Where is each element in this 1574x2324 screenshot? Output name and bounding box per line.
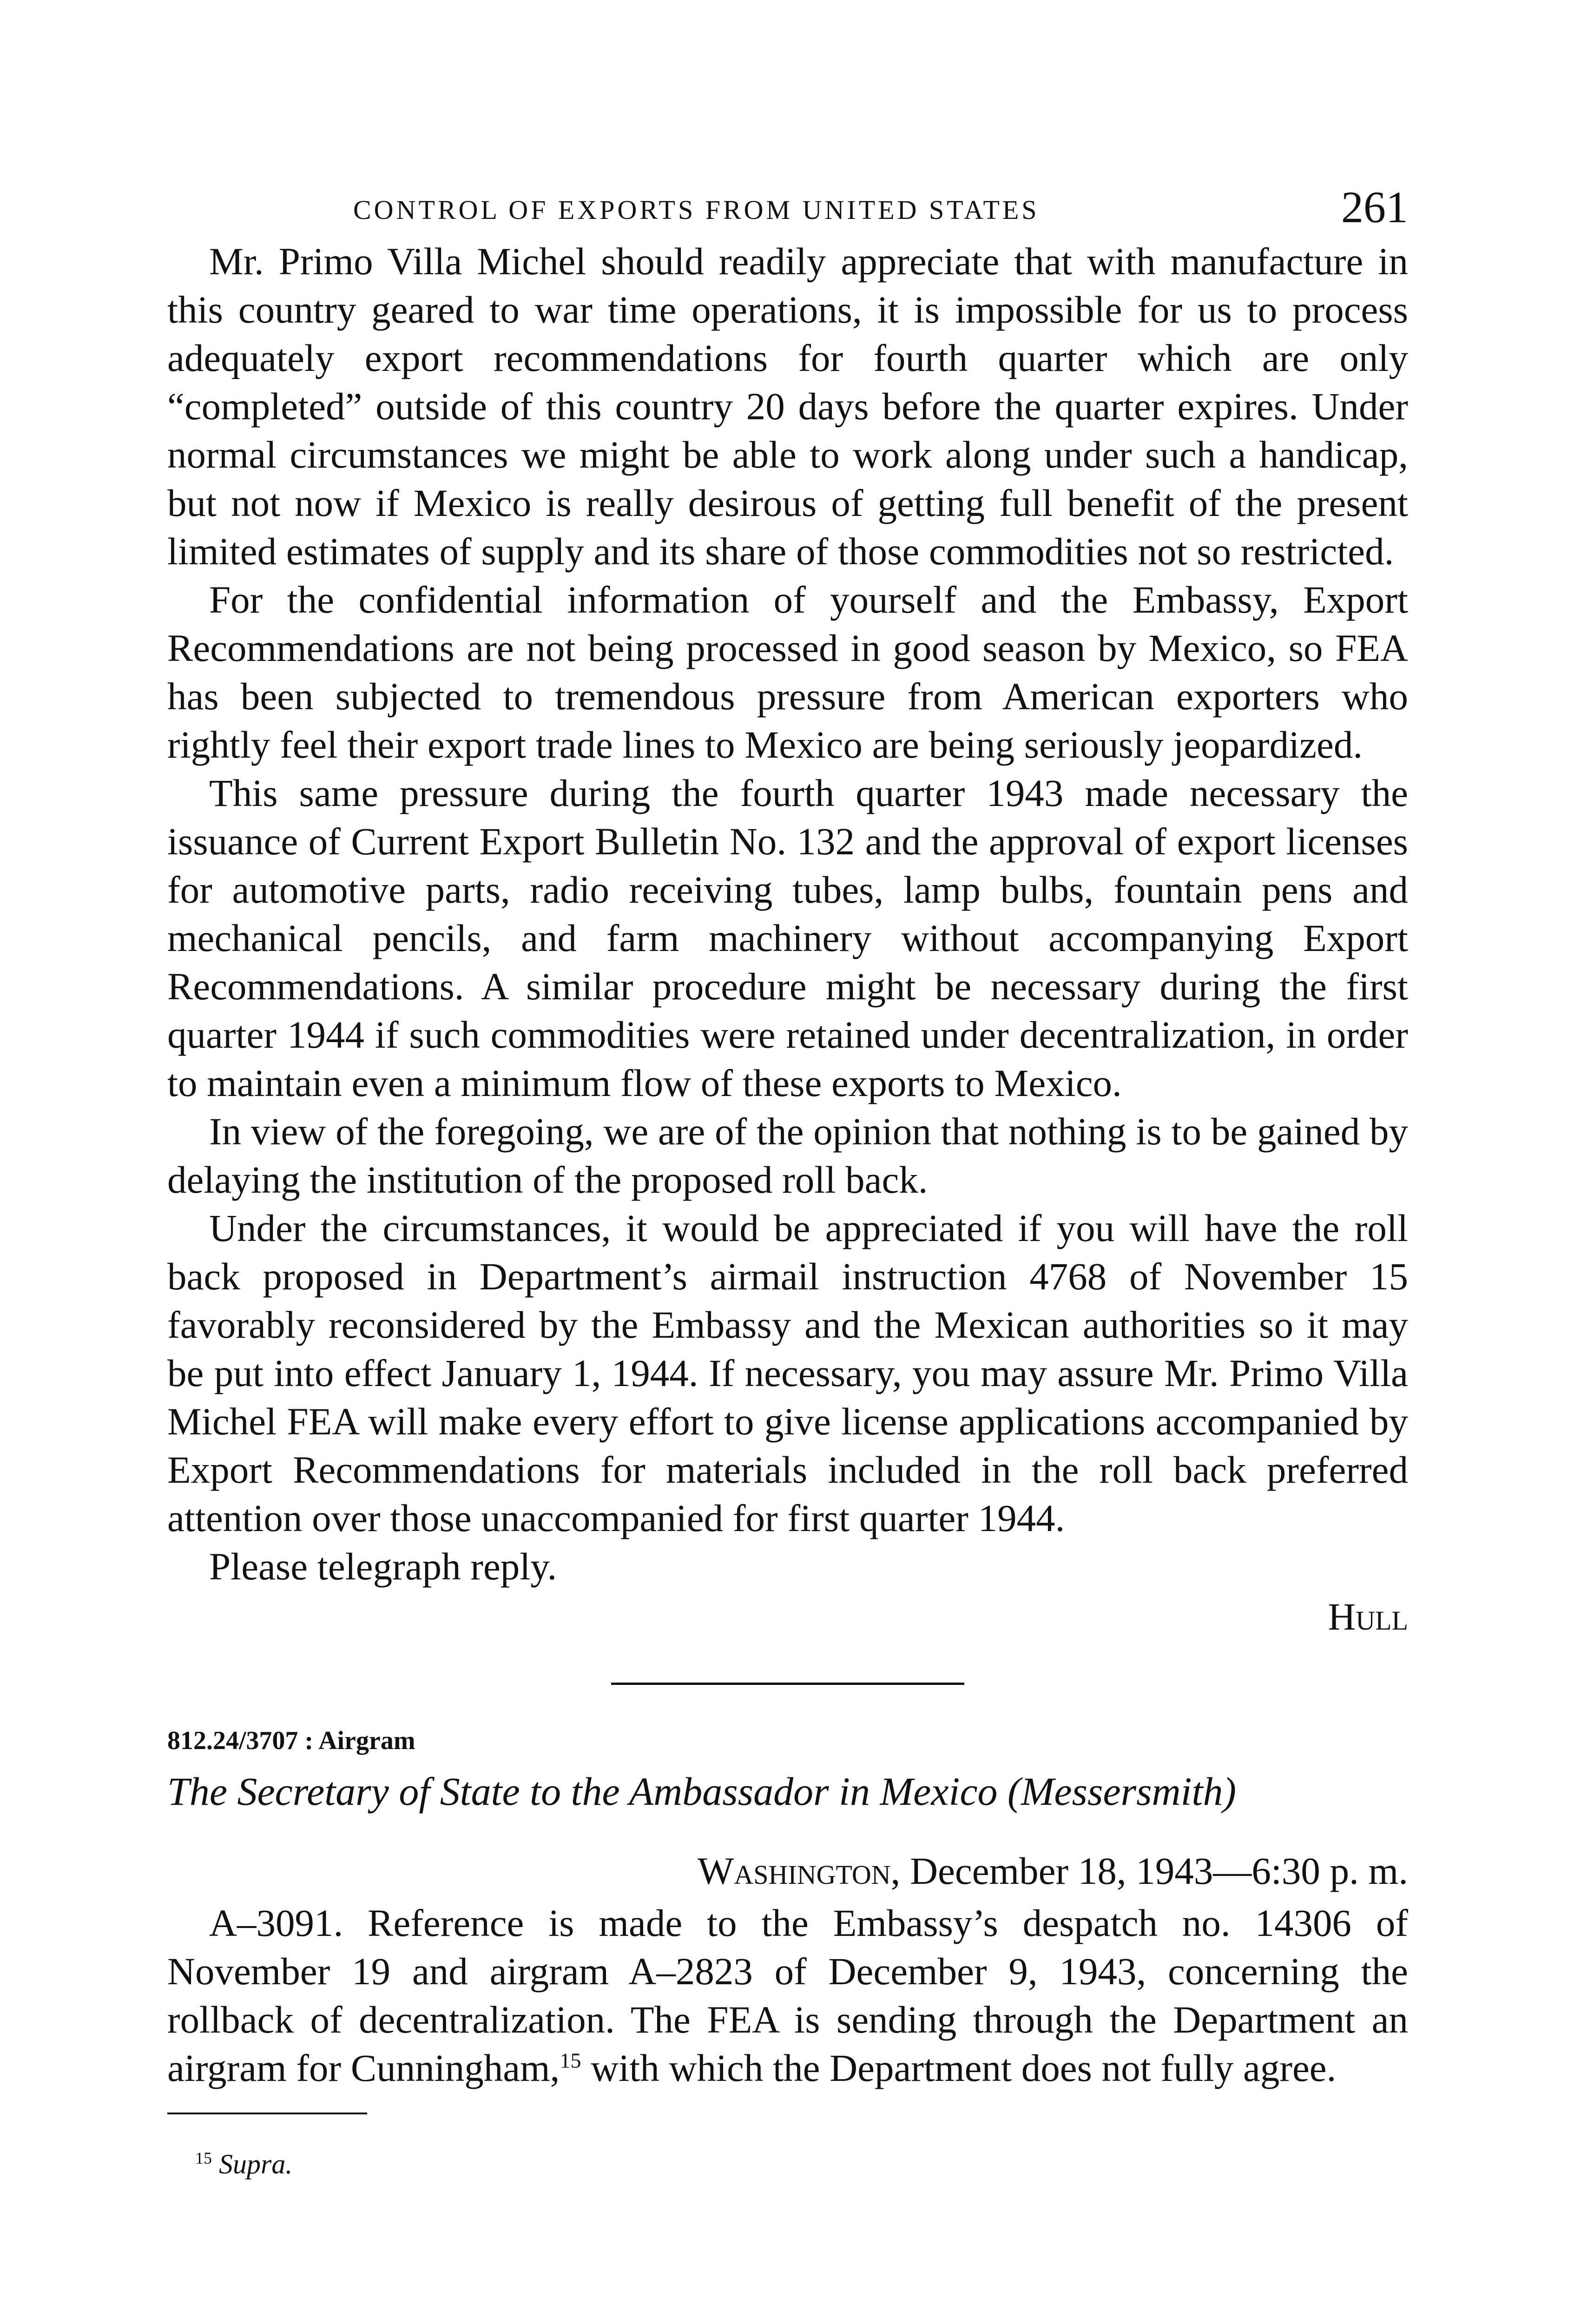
body-paragraph: This same pressure during the fourth quarter 1943 made necessary the issuance of Current Export Bulletin No. 132 and the approval of export licenses for automotive parts, radio receiving tubes, lamp bulbs, fountain pens and mechanical pencils, and farm machinery without accompanying Export Recommendations. A similar procedure might be necessary during the first quarter 1944 if such commodities were retained under decentralization, in order to maintain even a minimum flow of these exports to Mexico. [167,772,1408,1104]
page-number: 261 [1341,182,1408,232]
running-title: CONTROL OF EXPORTS FROM UNITED STATES [353,195,1040,225]
body-paragraph: In view of the foregoing, we are of the opinion that nothing is to be gained by delaying the institution of the proposed roll back. [167,1110,1408,1201]
paragraph-text: A–3091. Reference is made to the Embassy’s despatch no. 14306 of November 19 and airgram A–2823 of December 9, 1943, concerning the rollback of decentralization. The FEA is sending through the Department an airgram for Cunningham, [167,1901,1408,2089]
airgram-body [167,1899,1408,2092]
footnote [167,2139,1408,2183]
body-paragraph: Under the circumstances, it would be appreciated if you will have the roll back proposed in Department’s airmail instruction 4768 of November 15 favorably reconsidered by the Embassy and the Mexican authorities so it may be put into effect January 1, 1944. If necessary, you may assure Mr. Primo Villa Michel FEA will make every effort to give license applications accompanied by Export Recommendations for materials included in the roll back preferred attention over those unaccompanied for first quarter 1944. [167,1207,1408,1539]
dateline [167,1847,1408,1895]
body-paragraph: Mr. Primo Villa Michel should readily appreciate that with manufacture in this country geared to war time operations, it is impossible for us to process adequately export recommendations for fourth quarter which are only “completed” outside of this country 20 days before the quarter expires. Under normal circumstances we might be able to work along under such a handicap, but not now if Mexico is really desirous of getting full benefit of the present limited estimates of supply and its share of those commodities not so restricted. [167,240,1408,573]
section-divider [611,1683,964,1685]
footnote-reference[interactable]: 15 [560,2048,581,2073]
dateline-city: Washington, [698,1849,901,1892]
page-header [167,172,1408,237]
signature: Hull [1328,1595,1408,1638]
body-paragraph: For the confidential information of yourself and the Embassy, Export Recommendations are not being processed in good season by Mexico, so FEA has been subjected to tremendous pressure from American exporters who rightly feel their export trade lines to Mexico are being seriously jeopardized. [167,578,1408,766]
file-reference: 812.24/3707 : Airgram [167,1726,415,1755]
footnote-divider [167,2113,367,2114]
document-title: The Secretary of State to the Ambassador in Mexico (Messersmith) [167,1769,1237,1814]
footnote-text: Supra. [219,2149,293,2179]
paragraph-text: with which the Department does not fully agree. [581,2047,1337,2089]
footnote-number: 15 [195,2149,212,2167]
letter-body [167,237,1408,1641]
body-paragraph [167,1899,1408,2092]
dateline-date: December 18, 1943—6:30 p. m. [910,1849,1408,1892]
book-page [167,172,1408,2183]
body-paragraph: Please telegraph reply. [209,1545,557,1588]
